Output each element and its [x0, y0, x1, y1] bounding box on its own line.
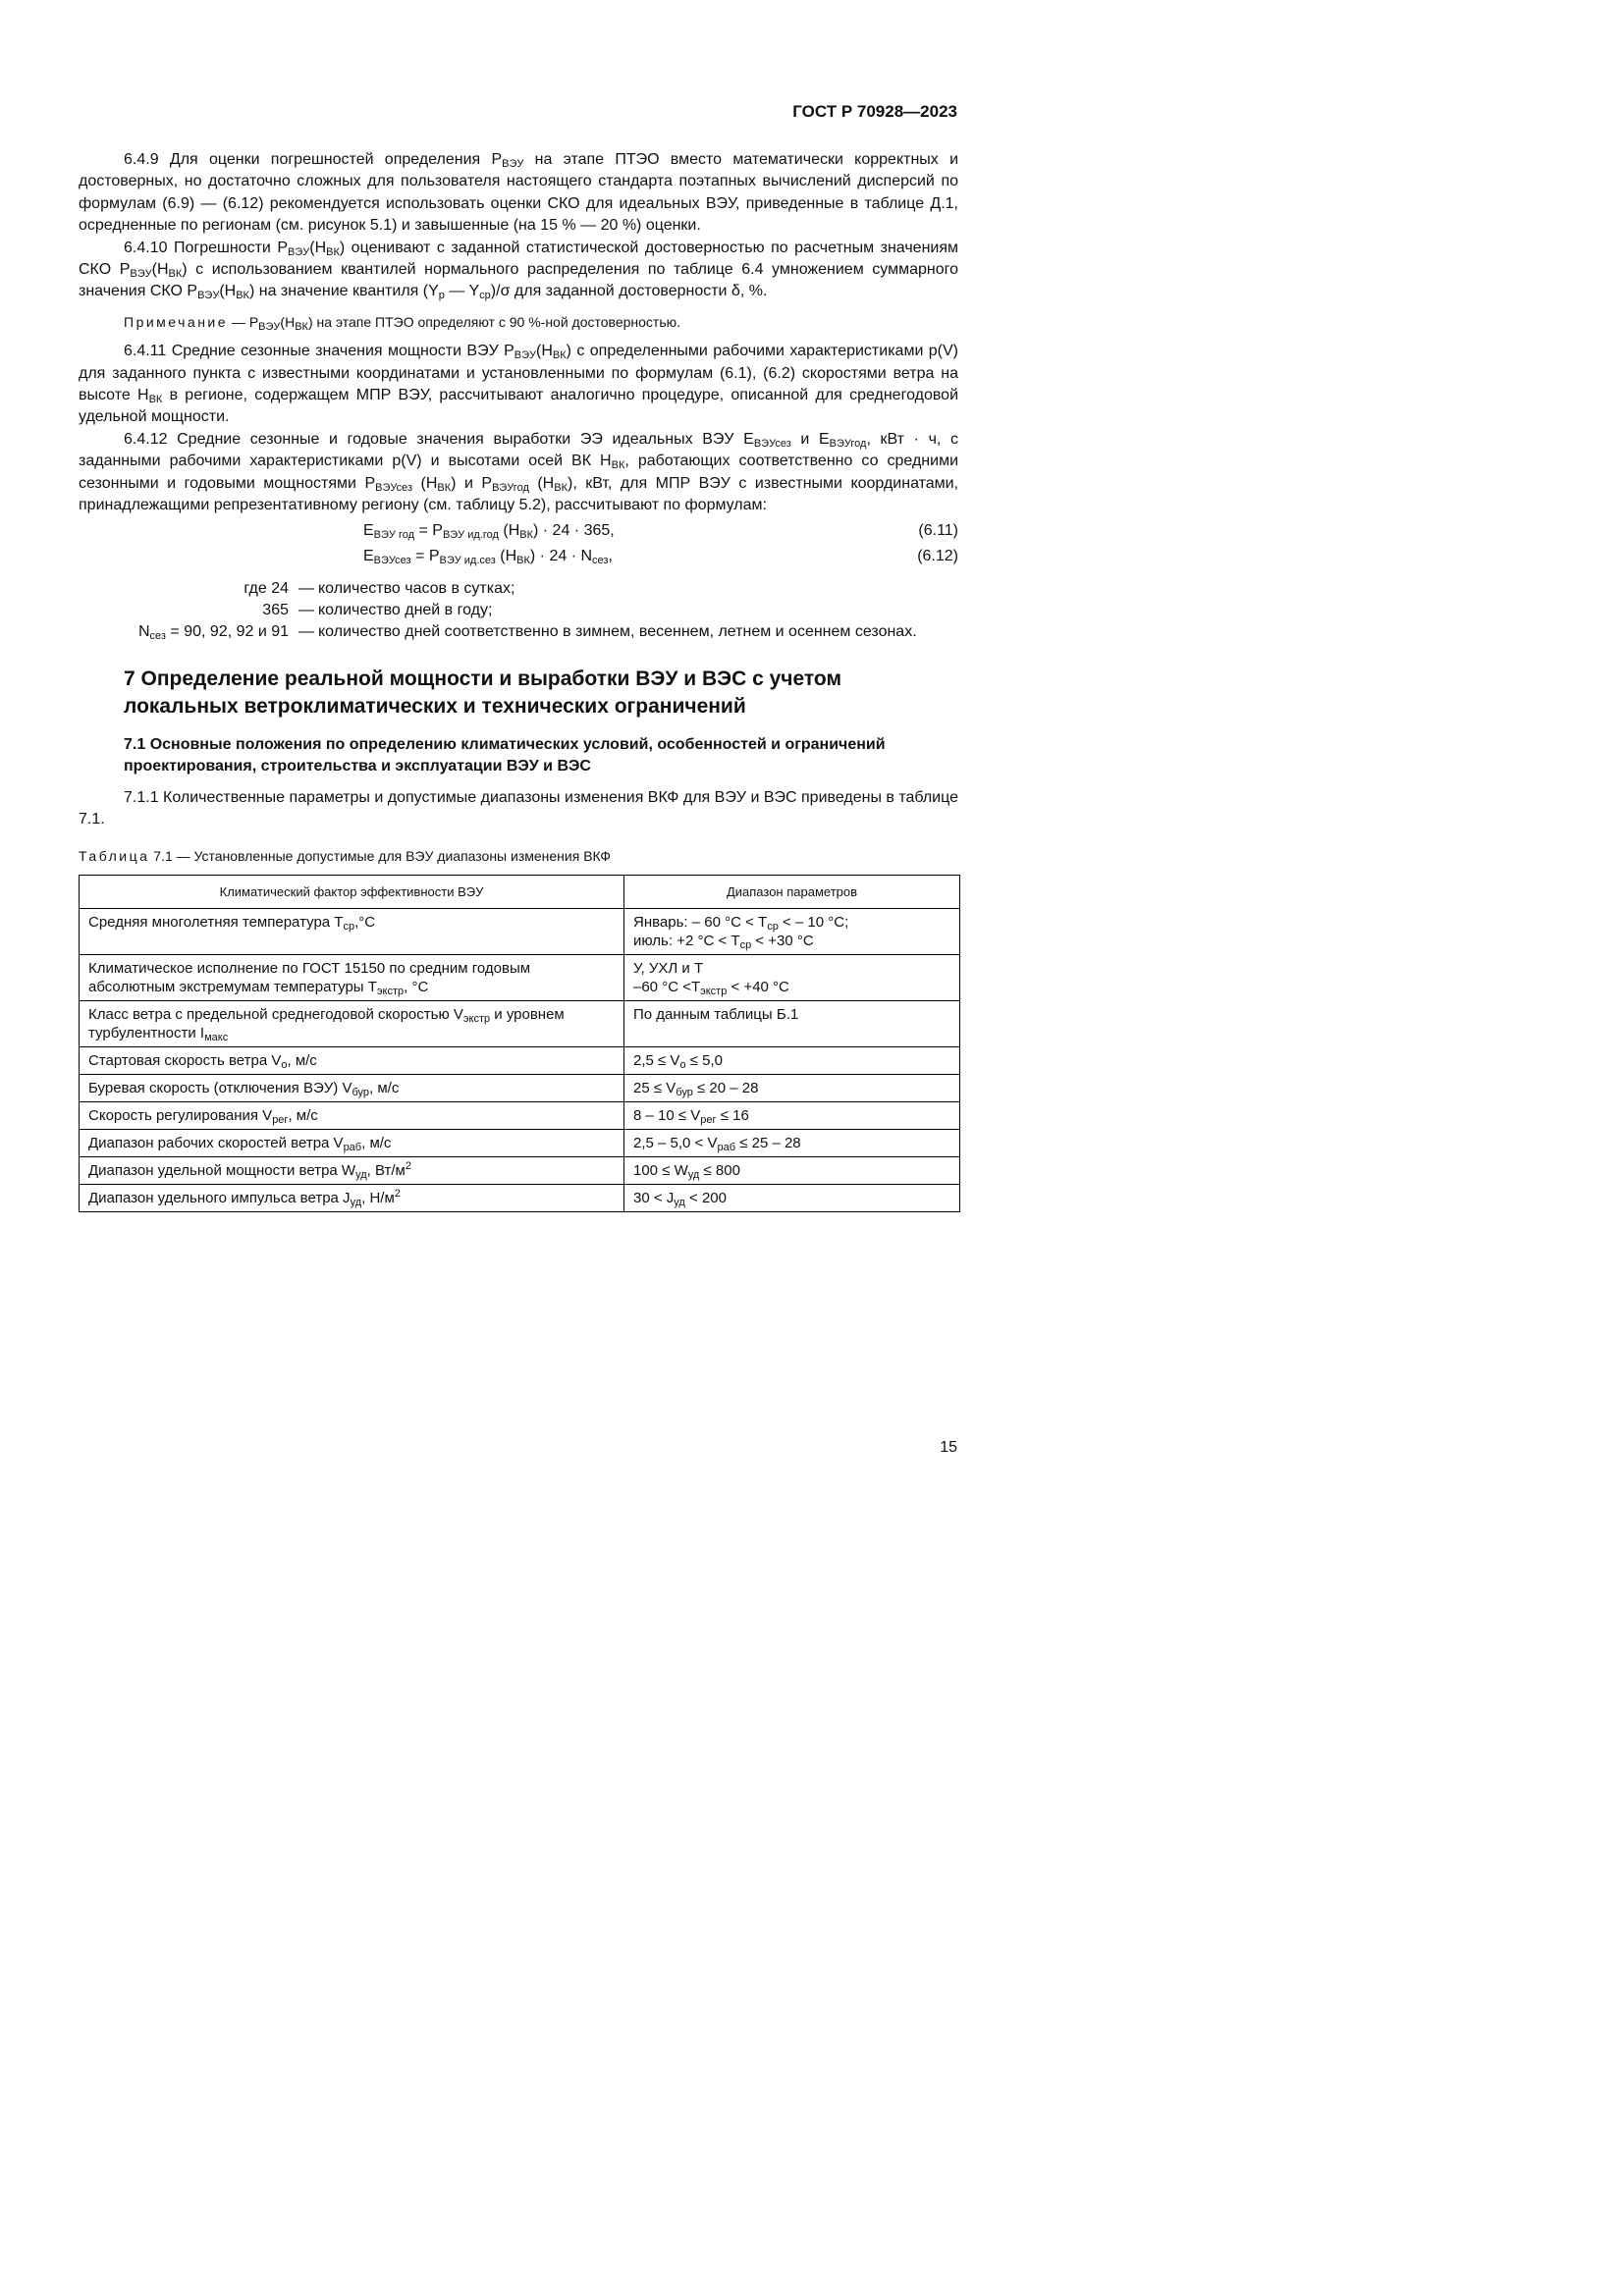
- paragraph-6-4-10: 6.4.10 Погрешности $P_{ВЭУ}(H_{ВК})$ оценивают с заданной статистической достоверностью по расчетным значениям СКО $P_{ВЭУ}(H_{ВК})$ с использованием квантилей нормального распределения по таблице 6.4 умножением суммарного значения СКО $P_{ВЭУ}(H_{ВК})$ на значение квантиля ($Y_p$ — $Y_{ср})/\sigma$ для заданной достоверности δ, %.: [79, 239, 959, 302]
- page-content: [79, 149, 958, 1212]
- table-cell-range: По данным таблицы Б.1: [624, 1000, 960, 1046]
- table-cell-factor: Климатическое исполнение по ГОСТ 15150 по средним годовым абсолютным экстремумам температуры $T_{экстр}$, °С: [80, 954, 624, 1000]
- table-cell-factor: Скорость регулирования $V_{рег}$, м/с: [80, 1101, 624, 1129]
- formula-6-12: [79, 543, 958, 568]
- table-header-range: Диапазон параметров: [624, 875, 960, 908]
- table-cell-range: $25 \le V_{бур} \le 20 - 28$: [624, 1074, 960, 1101]
- page-number: 15: [940, 1439, 957, 1456]
- paragraph-6-4-11: 6.4.11 Средние сезонные значения мощности ВЭУ $P_{ВЭУ}(H_{ВК})$ с определенными рабочими характеристиками p(V) для заданного пункта с известными координатами и установленными по формулам (6.1), (6.2) скоростями ветра на высоте $H_{ВК}$ в регионе, содержащем МПР ВЭУ, рассчитывают аналогично процедуре, описанной для среднегодовой удельной мощности.: [79, 343, 959, 426]
- table-row: [80, 908, 960, 954]
- table-caption-label: Таблица: [79, 847, 150, 864]
- formula-6-11-number: (6.11): [918, 522, 958, 540]
- table-cell-range: Январь: – 60 $^\circ С < T_{ср}$ < – 10 °С; июль: +2 $^\circ С < T_{ср} < +30$ °С: [624, 908, 960, 954]
- table-cell-factor: Средняя многолетняя температура $T_{ср},^\circ С$: [80, 908, 624, 954]
- table-7-1: [79, 875, 960, 1212]
- where-list: [79, 578, 958, 644]
- note-label: Примечание: [124, 313, 229, 330]
- table-cell-range: $2,5 - 5,0 < V_{раб} \le 25 - 28$: [624, 1129, 960, 1156]
- where-dash: —: [298, 579, 314, 597]
- paragraph-7-1-1: 7.1.1 Количественные параметры и допустимые диапазоны изменения ВКФ для ВЭУ и ВЭС приведены в таблице 7.1.: [79, 788, 958, 828]
- table-row: [80, 1184, 960, 1211]
- table-cell-range: $30 < J_{уд} < 200$: [624, 1184, 960, 1211]
- table-row: [80, 1156, 960, 1184]
- table-cell-range: $8 - 10 \le V_{рег} \le 16$: [624, 1101, 960, 1129]
- section-7-1-title: 7.1 Основные положения по определению климатических условий, особенностей и ограничений проектирования, строительства и эксплуатации ВЭУ и ВЭС: [124, 735, 886, 774]
- table-cell-range: $100 \le W_{уд} \le 800$: [624, 1156, 960, 1184]
- paragraph-6-4-12: 6.4.12 Средние сезонные и годовые значения выработки ЭЭ идеальных ВЭУ $E_{ВЭУсез}$ и $E_{ВЭУгод}$, кВт · ч, с заданными рабочими характеристиками p(V) и высотами осей ВК $H_{ВК}$, работающих соответственно со средними сезонными и годовыми мощностями $P_{ВЭУсез}$ $(H_{ВК})$ и $P_{ВЭУгод}$ $(H_{ВК})$, кВт, для МПР ВЭУ с известными координатами, принадлежащими репрезентативному региону (см. таблицу 5.2), рассчитывают по формулам:: [79, 430, 959, 514]
- table-cell-range: $2,5 \le V_о \le 5,0$: [624, 1046, 960, 1074]
- table-header-row: [80, 875, 960, 908]
- where-symbol-3: $N_{сез} = 90$, 92, 92 и 91: [137, 623, 289, 643]
- table-cell-factor: Диапазон удельного импульса ветра $J_{уд}$, $Н/м^2$: [80, 1184, 624, 1211]
- table-cell-factor: Буревая скорость (отключения ВЭУ) $V_{бур}$, м/с: [80, 1074, 624, 1101]
- note-text: — $P_{ВЭУ}(H_{ВК})$ на этапе ПТЭО определяют с 90 %-ной достоверностью.: [228, 313, 681, 333]
- note: [124, 311, 958, 333]
- where-text-2: количество дней в году;: [318, 601, 493, 618]
- table-caption-text: 7.1 — Установленные допустимые для ВЭУ диапазоны изменения ВКФ: [149, 847, 611, 864]
- paragraph-6-4-9: 6.4.9 Для оценки погрешностей определения $P_{ВЭУ}$ на этапе ПТЭО вместо математически корректных и достоверных, но достаточно сложных для пользователя настоящего стандарта поэтапных вычислений дисперсий по формулам (6.9) — (6.12) рекомендуется использовать оценки СКО для идеальных ВЭУ, приведенные в таблице Д.1, осредненные по регионам (см. рисунок 5.1) и завышенные (на 15 % — 20 %) оценки.: [79, 151, 959, 235]
- where-text-3: количество дней соответственно в зимнем, весеннем, летнем и осеннем сезонах.: [318, 623, 917, 641]
- formula-6-11-body: $E_{ВЭУ год} = P_{ВЭУ ид.год}$ $(H_{ВК}) \cdot 24 \cdot 365$,: [363, 522, 615, 542]
- where-dash: —: [298, 623, 314, 641]
- table-cell-factor: Класс ветра с предельной среднегодовой скоростью $V_{экстр}$ и уровнем турбулентности $I_{макс}$: [80, 1000, 624, 1046]
- table-row: [80, 1046, 960, 1074]
- table-row: [80, 1129, 960, 1156]
- table-cell-factor: Диапазон рабочих скоростей ветра $V_{раб}$, м/с: [80, 1129, 624, 1156]
- where-dash: —: [298, 601, 314, 618]
- where-symbol-2: 365: [262, 601, 289, 618]
- table-row: [80, 1000, 960, 1046]
- section-7-title: 7 Определение реальной мощности и выработки ВЭУ и ВЭС с учетом локальных ветроклиматических и технических ограничений: [124, 667, 841, 718]
- table-row: [80, 1074, 960, 1101]
- standard-header: ГОСТ Р 70928—2023: [792, 102, 957, 121]
- table-row: [80, 954, 960, 1000]
- table-caption: [79, 845, 958, 867]
- formula-6-12-number: (6.12): [917, 548, 958, 565]
- table-cell-range: У, УХЛ и T –60 $^\circ С <T_{экстр} < +40$ °С: [624, 954, 960, 1000]
- table-cell-factor: Диапазон удельной мощности ветра $W_{уд}$, $Вт/м^2$: [80, 1156, 624, 1184]
- table-cell-factor: Стартовая скорость ветра $V_о$, м/с: [80, 1046, 624, 1074]
- formula-6-12-body: $E_{ВЭУсез} = P_{ВЭУ ид.сез}$ $(H_{ВК}) \cdot 24 \cdot N_{сез}$,: [363, 548, 613, 567]
- where-text-1: количество часов в сутках;: [318, 579, 515, 597]
- document-page: [0, 0, 1080, 1527]
- where-symbol-1: где 24: [244, 579, 289, 597]
- table-header-factor: Климатический фактор эффективности ВЭУ: [80, 875, 624, 908]
- formula-6-11: [79, 517, 958, 543]
- table-row: [80, 1101, 960, 1129]
